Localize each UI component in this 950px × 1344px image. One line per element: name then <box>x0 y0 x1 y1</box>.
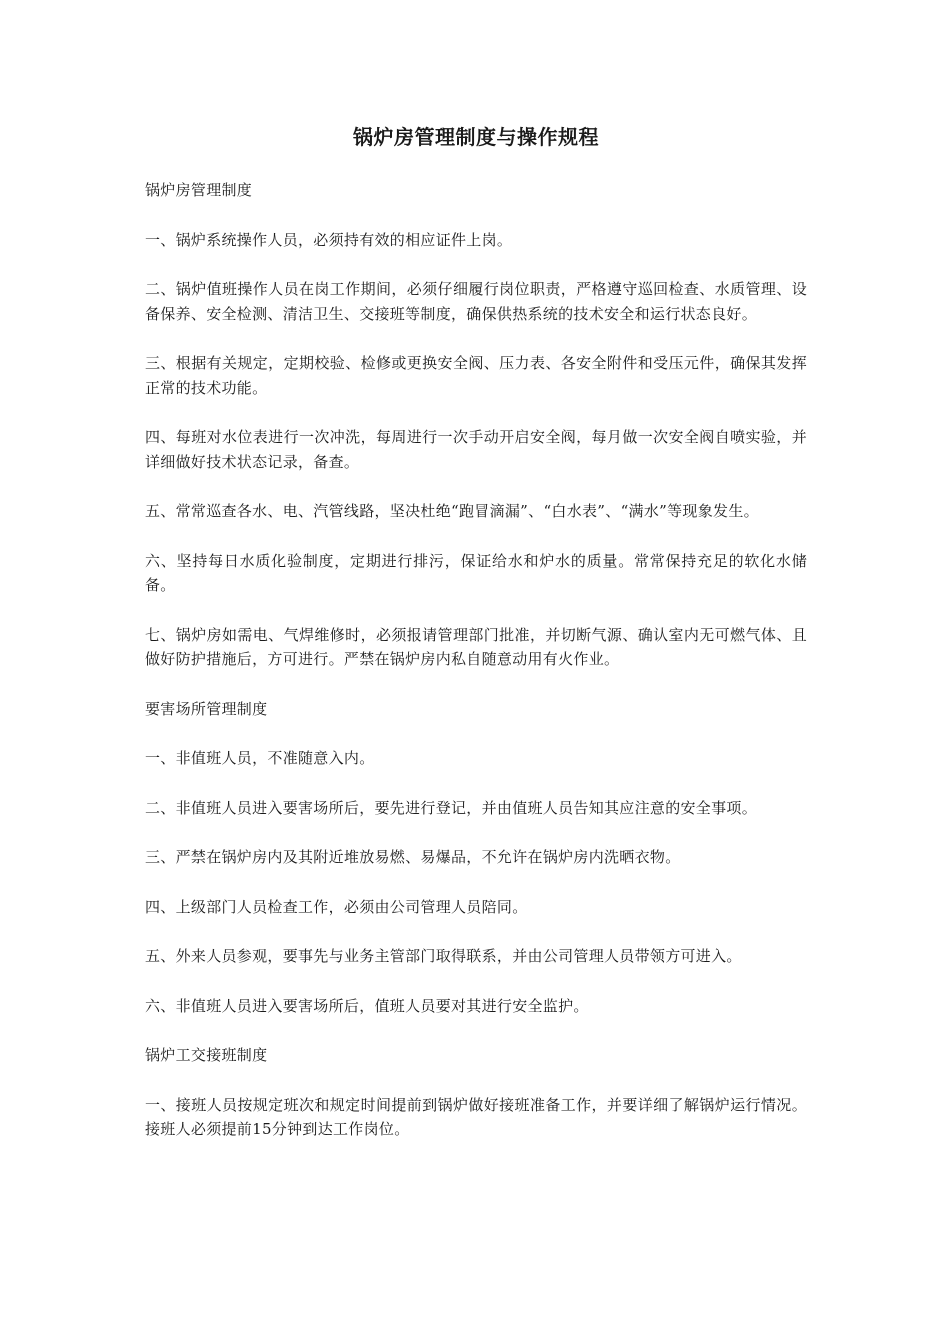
section-heading-key-area-rules: 要害场所管理制度 <box>145 699 268 718</box>
paragraph: 五、常常巡查各水、电、汽管线路，坚决杜绝“跑冒滴漏”、“白水表”、“满水”等现象发生。 <box>145 502 759 520</box>
paragraph: 二、非值班人员进入要害场所后，要先进行登记，并由值班人员告知其应注意的安全事项。 <box>145 798 758 817</box>
paragraph: 三、根据有关规定，定期校验、检修或更换安全阀、压力表、各安全附件和受压元件，确保其发挥正常的技术功能。 <box>145 354 807 397</box>
paragraph: 六、坚持每日水质化验制度，定期进行排污，保证给水和炉水的质量。常常保持充足的软化水储备。 <box>145 551 807 594</box>
paragraph: 一、非值班人员，不准随意入内。 <box>145 749 375 767</box>
paragraph: 四、每班对水位表进行一次冲洗，每周进行一次手动开启安全阀，每月做一次安全阀自喷实验，并详细做好技术状态记录，备查。 <box>145 428 807 471</box>
section-heading-boiler-room-rules: 锅炉房管理制度 <box>145 181 253 199</box>
paragraph: 六、非值班人员进入要害场所后，值班人员要对其进行安全监护。 <box>145 996 589 1015</box>
paragraph: 七、锅炉房如需电、气焊维修时，必须报请管理部门批准，并切断气源、确认室内无可燃气体、且做好防护措施后，方可进行。严禁在锅炉房内私自随意动用有火作业。 <box>145 625 807 668</box>
paragraph: 一、锅炉系统操作人员，必须持有效的相应证件上岗。 <box>145 230 513 249</box>
paragraph: 三、严禁在锅炉房内及其附近堆放易燃、易爆品，不允许在锅炉房内洗晒衣物。 <box>145 848 681 866</box>
section-heading-shift-handover-rules: 锅炉工交接班制度 <box>145 1046 268 1064</box>
paragraph: 五、外来人员参观，要事先与业务主管部门取得联系，并由公司管理人员带领方可进入。 <box>145 947 742 965</box>
document-title: 锅炉房管理制度与操作规程 <box>353 125 599 149</box>
paragraph: 四、上级部门人员检查工作，必须由公司管理人员陪同。 <box>145 897 528 916</box>
paragraph: 一、接班人员按规定班次和规定时间提前到锅炉做好接班准备工作，并要详细了解锅炉运行情况。接班人必须提前15分钟到达工作岗位。 <box>145 1095 807 1138</box>
paragraph: 二、锅炉值班操作人员在岗工作期间，必须仔细履行岗位职责，严格遵守巡回检查、水质管理、设备保养、安全检测、清洁卫生、交接班等制度，确保供热系统的技术安全和运行状态良好。 <box>145 280 807 323</box>
document-body <box>145 120 807 1167</box>
